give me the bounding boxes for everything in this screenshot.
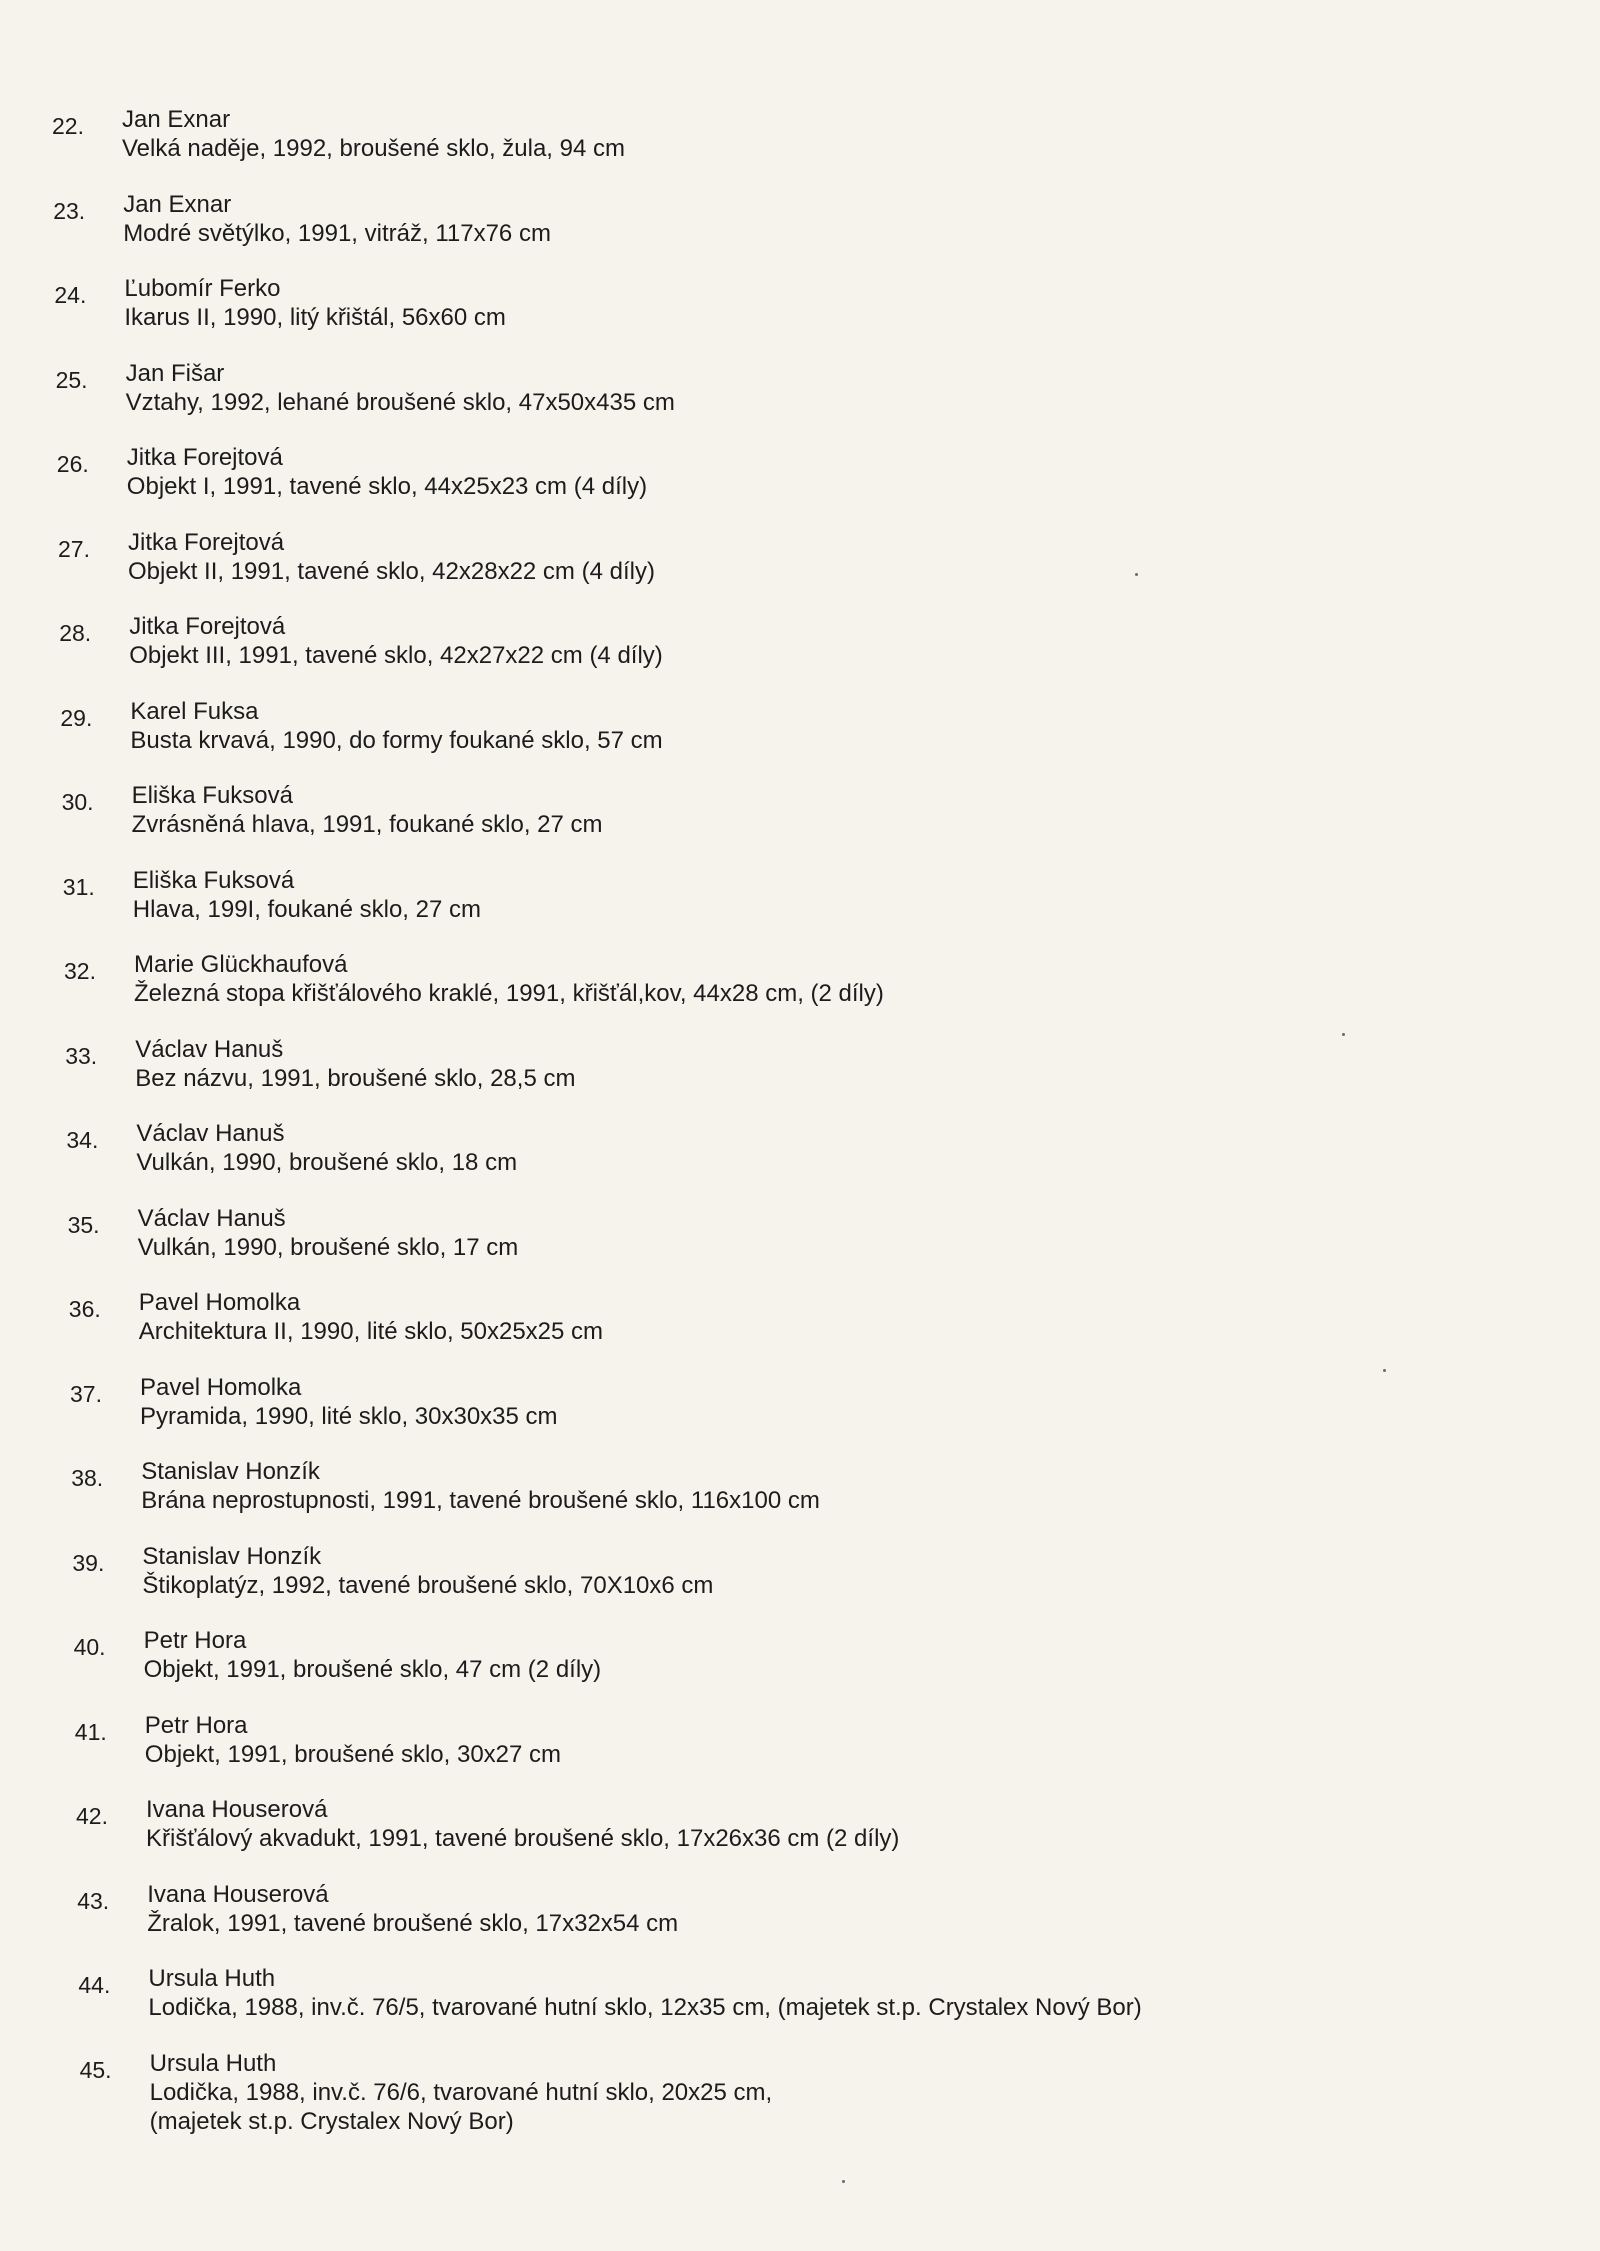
entry-number: 26. bbox=[56, 451, 89, 477]
catalog-entry bbox=[64, 950, 1552, 1035]
paper-speck bbox=[842, 2180, 845, 2183]
entry-body bbox=[133, 866, 481, 924]
work-description: Lodička, 1988, inv.č. 76/6, tvarované hutní sklo, 20x25 cm, bbox=[149, 2078, 773, 2106]
catalog-entry bbox=[74, 1626, 1552, 1711]
work-description: Železná stopa křišťálového kraklé, 1991, křišťál,kov, 44x28 cm, (2 díly) bbox=[134, 980, 884, 1007]
work-description: Lodička, 1988, inv.č. 76/5, tvarované hutní sklo, 12x35 cm, (majetek st.p. Crystalex Nový Bor) bbox=[148, 1994, 1142, 2021]
artist-name: Václav Hanuš bbox=[135, 1035, 284, 1063]
entry-number: 37. bbox=[70, 1380, 102, 1407]
work-description: Žralok, 1991, tavené broušené sklo, 17x32x54 cm bbox=[147, 1909, 679, 1937]
work-description: Bez názvu, 1991, broušené sklo, 28,5 cm bbox=[135, 1064, 576, 1092]
entry-number: 31. bbox=[62, 873, 95, 900]
catalog-entry bbox=[69, 1288, 1552, 1373]
artist-name: Jitka Forejtová bbox=[128, 528, 285, 556]
entry-body bbox=[134, 950, 884, 1008]
entry-body bbox=[147, 1880, 678, 1938]
catalog-entry bbox=[68, 1204, 1552, 1289]
entry-body bbox=[146, 1795, 899, 1853]
artist-name: Stanislav Honzík bbox=[142, 1542, 322, 1570]
work-description: Vulkán, 1990, broušené sklo, 17 cm bbox=[137, 1233, 519, 1261]
entry-number: 34. bbox=[66, 1127, 99, 1153]
entry-body bbox=[140, 1373, 558, 1431]
entry-number: 25. bbox=[55, 366, 88, 393]
entry-number: 40. bbox=[73, 1634, 106, 1660]
entry-body bbox=[144, 1626, 602, 1684]
catalog-entry bbox=[59, 612, 1552, 697]
artist-name: Eliška Fuksová bbox=[131, 782, 293, 809]
work-description: Zvrásněná hlava, 1991, foukané sklo, 27 cm bbox=[131, 811, 603, 838]
artist-name: Václav Hanuš bbox=[136, 1120, 285, 1147]
artist-name: Jitka Forejtová bbox=[129, 613, 286, 640]
catalog-entry bbox=[78, 1964, 1552, 2049]
catalog-entry bbox=[60, 697, 1552, 782]
entry-body bbox=[150, 2049, 773, 2136]
work-ownership-note: (majetek st.p. Crystalex Nový Bor) bbox=[149, 2107, 514, 2135]
catalog-entry bbox=[56, 359, 1552, 444]
artist-name: Václav Hanuš bbox=[137, 1204, 286, 1232]
catalog-entry bbox=[53, 190, 1552, 275]
catalog-entry bbox=[57, 443, 1552, 528]
entry-number: 38. bbox=[71, 1465, 104, 1491]
entry-number: 28. bbox=[59, 620, 92, 646]
artist-name: Pavel Homolka bbox=[138, 1289, 301, 1316]
entry-number: 29. bbox=[60, 704, 93, 731]
entry-body bbox=[148, 1964, 1141, 2022]
work-description: Štikoplatýz, 1992, tavené broušené sklo, 70X10x6 cm bbox=[142, 1571, 714, 1599]
artist-name: Karel Fuksa bbox=[130, 697, 259, 725]
work-description: Pyramida, 1990, lité sklo, 30x30x35 cm bbox=[140, 1402, 558, 1430]
entry-body bbox=[129, 612, 663, 670]
entry-body bbox=[127, 443, 647, 501]
entry-number: 22. bbox=[52, 113, 84, 139]
artist-name: Ľubomír Ferko bbox=[124, 275, 281, 302]
catalog-entry bbox=[58, 528, 1552, 613]
artist-name: Jan Exnar bbox=[122, 106, 231, 133]
catalog-entry bbox=[52, 105, 1552, 190]
work-description: Ikarus II, 1990, litý křištál, 56x60 cm bbox=[124, 304, 506, 331]
catalog-entry bbox=[63, 866, 1552, 951]
work-description: Modré světýlko, 1991, vitráž, 117x76 cm bbox=[123, 219, 551, 247]
entry-number: 27. bbox=[58, 535, 90, 562]
entry-body bbox=[139, 1288, 603, 1346]
catalog-entry bbox=[62, 781, 1552, 866]
artist-name: Petr Hora bbox=[144, 1711, 248, 1739]
entry-body bbox=[123, 190, 551, 248]
work-description: Architektura II, 1990, lité sklo, 50x25x25 cm bbox=[138, 1318, 604, 1345]
entry-number: 41. bbox=[74, 1718, 107, 1745]
artist-name: Jan Fišar bbox=[125, 359, 225, 387]
entry-body bbox=[130, 697, 662, 755]
catalog-entry bbox=[77, 1880, 1552, 1965]
artist-name: Jitka Forejtová bbox=[126, 444, 283, 471]
artist-name: Eliška Fuksová bbox=[132, 866, 295, 894]
entry-body bbox=[138, 1204, 519, 1262]
entry-body bbox=[128, 528, 655, 586]
artist-name: Petr Hora bbox=[143, 1627, 247, 1654]
entry-number: 44. bbox=[78, 1972, 111, 1998]
catalog-entry bbox=[76, 1795, 1552, 1880]
entry-number: 36. bbox=[68, 1296, 101, 1322]
entry-number: 32. bbox=[64, 958, 96, 984]
work-description: Objekt I, 1991, tavené sklo, 44x25x23 cm (4 díly) bbox=[126, 473, 648, 500]
exhibit-list bbox=[52, 105, 1552, 2133]
entry-number: 33. bbox=[65, 1042, 98, 1069]
artist-name: Ursula Huth bbox=[149, 2049, 277, 2077]
entry-number: 45. bbox=[79, 2056, 112, 2083]
artist-name: Marie Glückhaufová bbox=[134, 951, 348, 978]
entry-body bbox=[142, 1542, 713, 1600]
entry-number: 42. bbox=[76, 1803, 108, 1829]
artist-name: Stanislav Honzík bbox=[141, 1458, 320, 1485]
entry-body bbox=[145, 1711, 561, 1769]
work-description: Vulkán, 1990, broušené sklo, 18 cm bbox=[136, 1149, 518, 1176]
entry-body bbox=[132, 781, 603, 839]
work-description: Objekt III, 1991, tavené sklo, 42x27x22 cm (4 díly) bbox=[129, 642, 663, 669]
work-description: Křišťálový akvadukt, 1991, tavené broušené sklo, 17x26x36 cm (2 díly) bbox=[146, 1825, 900, 1852]
catalog-entry bbox=[80, 2049, 1552, 2134]
artist-name: Ursula Huth bbox=[148, 1965, 276, 1992]
entry-number: 35. bbox=[67, 1211, 100, 1238]
work-description: Vztahy, 1992, lehané broušené sklo, 47x50x435 cm bbox=[125, 388, 675, 416]
work-description: Velká naděje, 1992, broušené sklo, žula, 94 cm bbox=[122, 135, 625, 162]
entry-number: 24. bbox=[54, 282, 87, 308]
catalog-entry bbox=[72, 1542, 1552, 1627]
paper-speck bbox=[1342, 1033, 1345, 1036]
catalog-entry bbox=[54, 274, 1552, 359]
entry-body bbox=[141, 1457, 820, 1515]
artist-name: Ivana Houserová bbox=[146, 1796, 328, 1823]
work-description: Busta krvavá, 1990, do formy foukané sklo, 57 cm bbox=[130, 726, 663, 754]
entry-body bbox=[136, 1119, 517, 1177]
work-description: Objekt, 1991, broušené sklo, 47 cm (2 díly) bbox=[143, 1656, 602, 1683]
entry-body bbox=[124, 274, 505, 332]
paper-speck bbox=[1135, 573, 1138, 576]
catalog-entry bbox=[75, 1711, 1552, 1796]
work-description: Objekt, 1991, broušené sklo, 30x27 cm bbox=[144, 1740, 562, 1768]
catalog-entry bbox=[66, 1119, 1552, 1204]
artist-name: Ivana Houserová bbox=[147, 1880, 329, 1908]
artist-name: Jan Exnar bbox=[123, 190, 232, 218]
entry-body bbox=[135, 1035, 575, 1093]
catalog-entry bbox=[71, 1457, 1552, 1542]
work-description: Brána neprostupnosti, 1991, tavené broušené sklo, 116x100 cm bbox=[141, 1487, 820, 1514]
work-description: Objekt II, 1991, tavené sklo, 42x28x22 cm (4 díly) bbox=[128, 557, 655, 585]
entry-number: 30. bbox=[61, 789, 94, 815]
catalog-entry bbox=[70, 1373, 1552, 1458]
paper-speck bbox=[1383, 1369, 1386, 1372]
entry-number: 23. bbox=[53, 197, 86, 224]
entry-body bbox=[122, 105, 625, 163]
entry-number: 43. bbox=[77, 1887, 110, 1914]
entry-number: 39. bbox=[72, 1549, 105, 1576]
work-description: Hlava, 199I, foukané sklo, 27 cm bbox=[132, 895, 481, 923]
catalog-entry bbox=[65, 1035, 1552, 1120]
artist-name: Pavel Homolka bbox=[140, 1373, 302, 1401]
entry-body bbox=[126, 359, 675, 417]
